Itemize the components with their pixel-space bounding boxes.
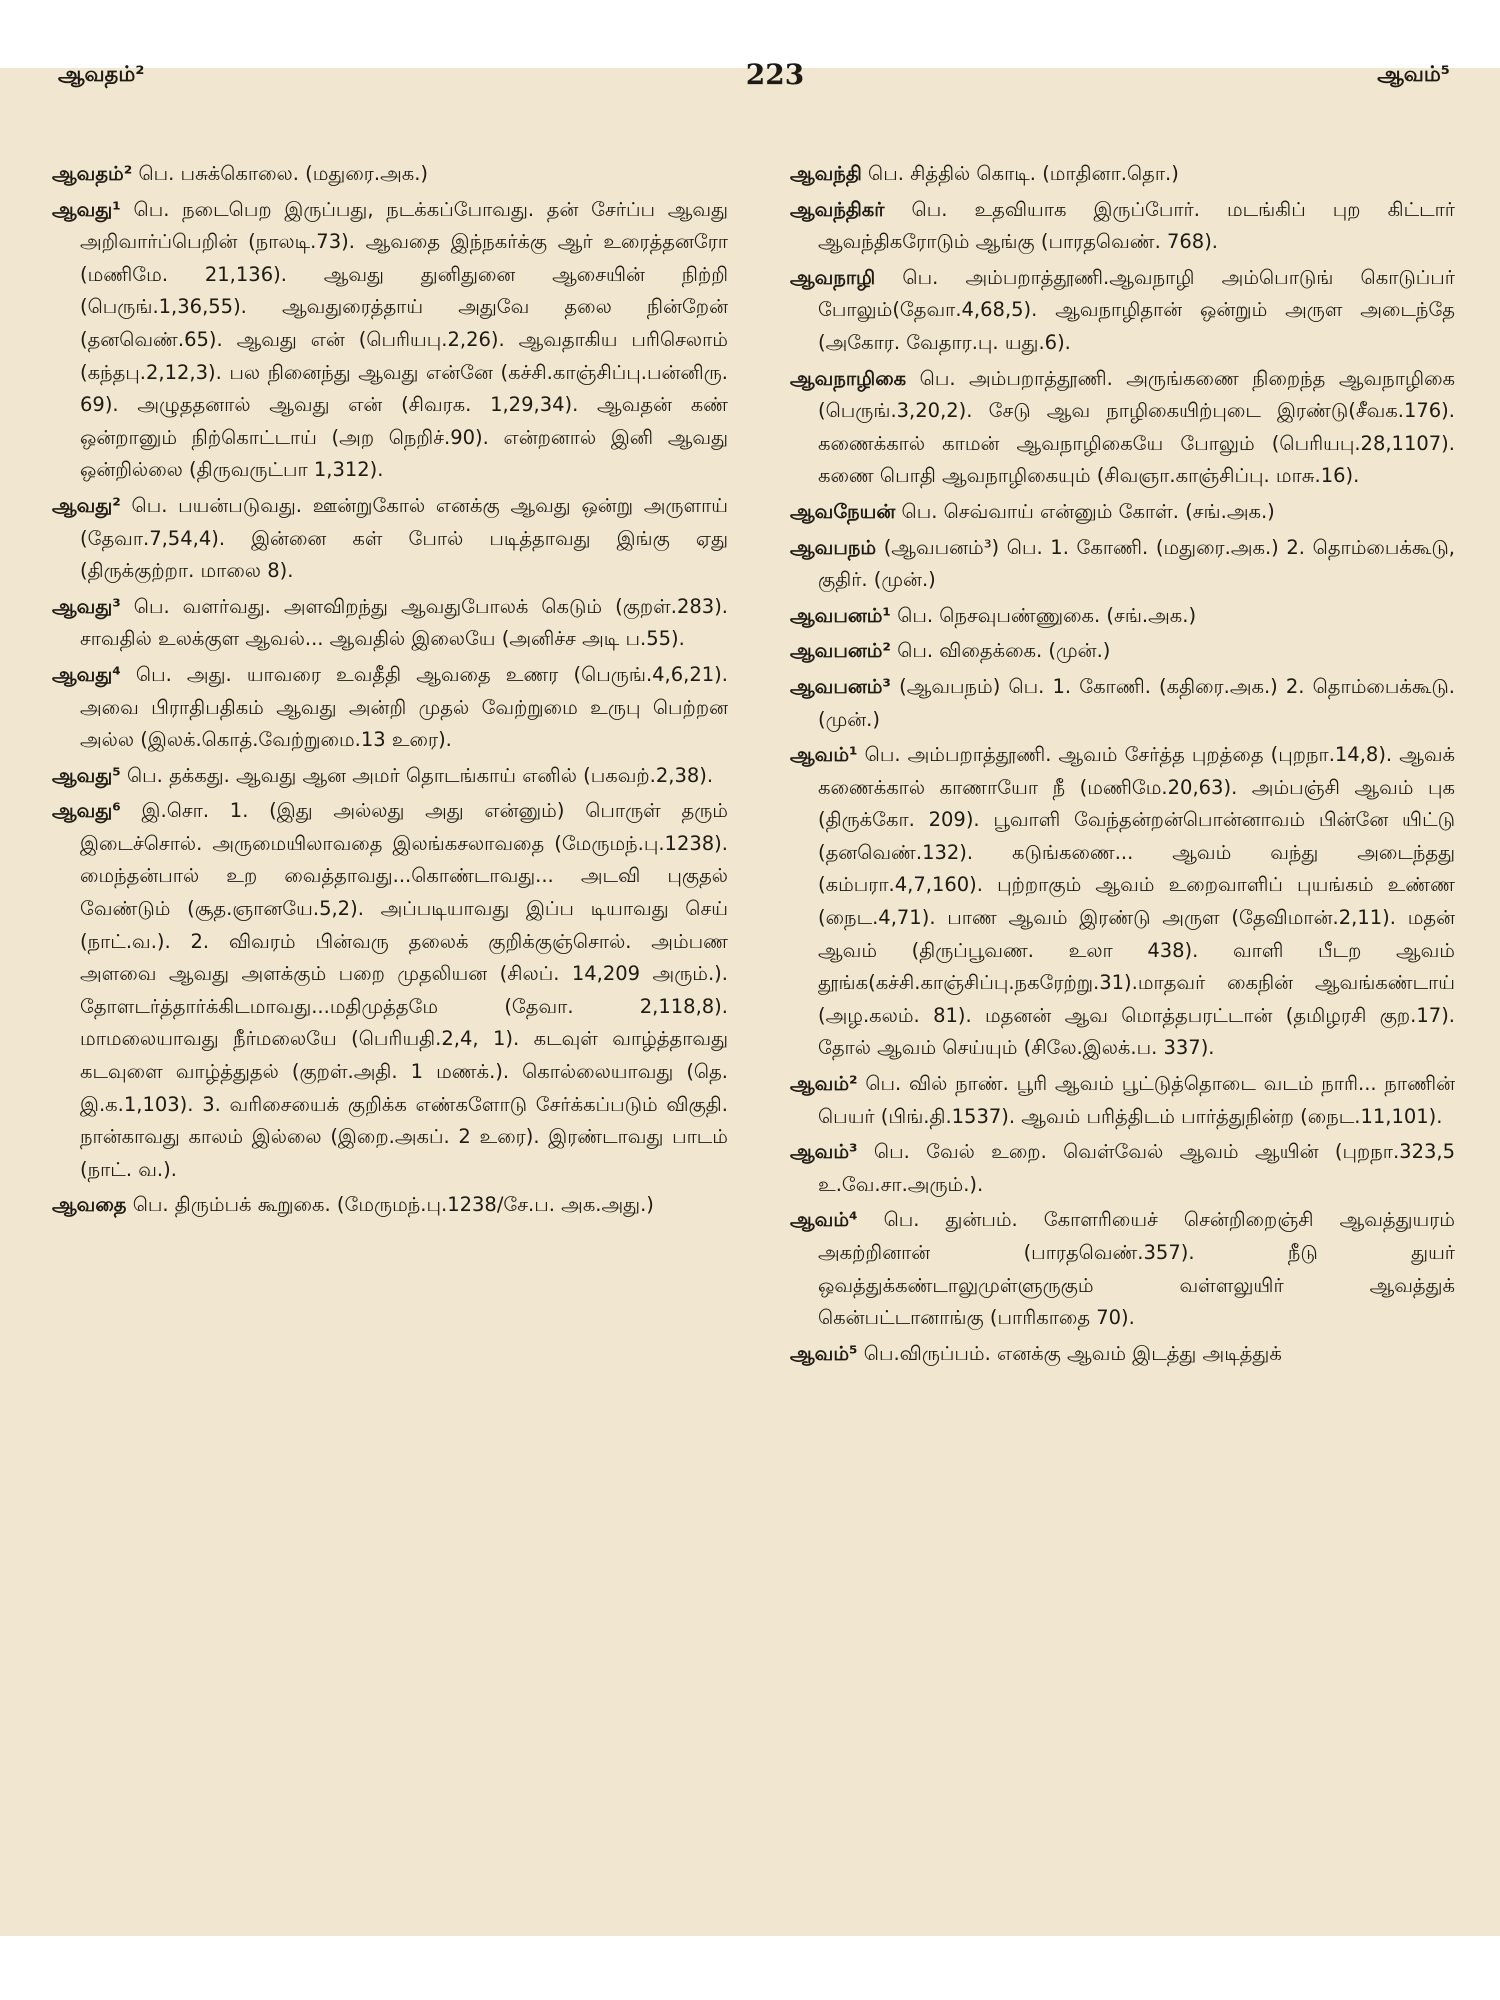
entry-headword: ஆவம்¹: [790, 743, 858, 767]
entry-headword: ஆவது²: [52, 493, 121, 517]
entry-definition: பெ. பசுக்கொலை. (மதுரை.அக.): [138, 162, 429, 185]
left-column: [52, 158, 728, 1818]
running-header-left: ஆவதம்²: [58, 62, 145, 86]
dictionary-entry: [52, 591, 728, 656]
dictionary-entry: [790, 1204, 1455, 1334]
entry-headword: ஆவது⁴: [52, 662, 121, 686]
entry-definition: பெ. வேல் உறை. வெள்வேல் ஆவம் ஆயின் (புறநா.323,5 உ.வே.சா.அரும்.).: [818, 1140, 1455, 1196]
dictionary-entry: [52, 659, 728, 757]
entry-definition: பெ. விதைக்கை. (முன்.): [897, 639, 1111, 663]
right-column: [790, 158, 1455, 1818]
dictionary-entry: [790, 635, 1455, 668]
entry-headword: ஆவபனம்²: [790, 639, 891, 663]
entry-definition: (ஆவபநம்) பெ. 1. கோணி. (கதிரை.அக.) 2. தொம்பைக்கூடு. (முன்.): [818, 674, 1455, 731]
entry-headword: ஆவநேயன்: [790, 499, 896, 523]
entry-headword: ஆவது⁶: [52, 799, 121, 823]
entry-headword: ஆவபநம்: [790, 535, 877, 559]
dictionary-entry: [790, 1136, 1455, 1201]
entry-headword: ஆவபனம்¹: [790, 603, 891, 627]
running-header-right: ஆவம்⁵: [1377, 62, 1450, 86]
dictionary-entry: [790, 194, 1455, 259]
entry-headword: ஆவபனம்³: [790, 674, 891, 698]
dictionary-entry: [790, 671, 1455, 736]
dictionary-entry: [790, 262, 1455, 360]
entry-headword: ஆவம்⁴: [790, 1208, 858, 1232]
entry-definition: பெ. உதவியாக இருப்போர். மடங்கிப் புற கிட்டார் ஆவந்திகரோடும் ஆங்கு (பாரதவெண். 768).: [818, 197, 1455, 254]
entry-definition: பெ. அம்பறாத்தூணி. அருங்கணை நிறைந்த ஆவநாழிகை (பெருங்.3,20,2). சேடு ஆவ நாழிகையிற்புடை இரண்டு(சீவக.176). கணைக்கால் காமன் ஆவநாழிகையே போலும் (பெரியபு.28,1107). கணை பொதி ஆவநாழிகையும் (சிவஞா.காஞ்சிப்பு. மாசு.16).: [818, 366, 1455, 488]
entry-headword: ஆவநாழிகை: [790, 366, 907, 390]
entry-headword: ஆவதம்²: [52, 162, 133, 185]
entry-definition: பெ. நடைபெற இருப்பது, நடக்கப்போவது. தன் சேர்ப்ப ஆவது அறிவார்ப்பெறின் (நாலடி.73). ஆவதை இந்நகர்க்கு ஆர் உரைத்தனரோ (மணிமே. 21,136). ஆவது துனிதுனை ஆசையின் நிற்றி (பெருங்.1,36,55). ஆவதுரைத்தாய் அதுவே தலை நின்றேன் (தனவெண்.65). ஆவது என் (பெரியபு.2,26). ஆவதாகிய பரிசெலாம் (கந்தபு.2,12,3). பல நினைந்து ஆவது என்னே (கச்சி.காஞ்சிப்பு.பன்னிரு. 69). அழுததனால் ஆவது என் (சிவரக. 1,29,34). ஆவதன் கண் ஒன்றானும் நிற்கொட்டாய் (அற நெறிச்.90). என்றனால் இனி ஆவது ஒன்றில்லை (திருவருட்பா 1,312).: [80, 197, 728, 482]
entry-definition: பெ. அம்பறாத்தூணி. ஆவம் சேர்த்த புறத்தை (புறநா.14,8). ஆவக் கணைக்கால் காணாயோ நீ (மணிமே.20,63). அம்பஞ்சி ஆவம் புக (திருக்கோ. 209). பூவாளி வேந்தன்றன்பொன்னாவம் பின்னே யிட்டு (தனவெண்.132). கடுங்கணை... ஆவம் வந்து அடைந்தது (கம்பரா.4,7,160). புற்றாகும் ஆவம் உறைவாளிப் புயங்கம் உண்ண (நைட.4,71). பாண ஆவம் இரண்டு அருள (தேவிமான்.2,11). மதன் ஆவம் (திருப்பூவண. உலா 438). வாளி பீடற ஆவம் தூங்க(கச்சி.காஞ்சிப்பு.நகரேற்று.31).மாதவர் கைநின் ஆவங்கண்டாய் (அழ.கலம். 81). மதனன் ஆவ மொத்தபரட்டான் (தமிழரசி குற.17). தோல் ஆவம் செய்யும் (சிலே.இலக்.ப. 337).: [818, 743, 1455, 1060]
entry-definition: பெ. செவ்வாய் என்னும் கோள். (சங்.அக.): [901, 499, 1275, 523]
entry-definition: இ.சொ. 1. (இது அல்லது அது என்னும்) பொருள் தரும் இடைச்சொல். அருமையிலாவதை இலங்கசலாவதை (மேருமந்.பு.1238). மைந்தன்பால் உற வைத்தாவது...கொண்டாவது... அடவி புகுதல் வேண்டும் (சூத.ஞானயே.5,2). அப்படியாவது இப்ப டியாவது செய் (நாட்.வ.). 2. விவரம் பின்வரு தலைக் குறிக்குஞ்சொல். அம்பண அளவை ஆவது அளக்கும் பறை முதலியன (சிலப். 14,209 அரும்.). தோளடர்த்தார்க்கிடமாவது...மதிமுத்தமே (தேவா. 2,118,8). மாமலையாவது நீர்மலையே (பெரியதி.2,4, 1). கடவுள் வாழ்த்தாவது கடவுளை வாழ்த்துதல் (குறள்.அதி. 1 மணக்.). கொல்லையாவது (தெ. இ.க.1,103). 3. வரிசையைக் குறிக்க எண்களோடு சேர்க்கப்படும் விகுதி. நான்காவது காலம் இல்லை (இறை.அகப். 2 உரை). இரண்டாவது பாடம் (நாட். வ.).: [80, 799, 728, 1181]
dictionary-entry: [790, 363, 1455, 493]
entry-headword: ஆவந்தி: [790, 162, 862, 185]
dictionary-entry: [52, 760, 728, 793]
entry-definition: (ஆவபனம்³) பெ. 1. கோணி. (மதுரை.அக.) 2. தொம்பைக்கூடு, குதிர். (முன்.): [818, 535, 1455, 592]
entry-definition: பெ. பயன்படுவது. ஊன்றுகோல் எனக்கு ஆவது ஒன்று அருளாய் (தேவா.7,54,4). இன்னை கள் போல் படித்தாவது இங்கு ஏது (திருக்குற்றா. மாலை 8).: [80, 493, 728, 583]
entry-headword: ஆவநாழி: [790, 265, 876, 289]
dictionary-entry: [52, 490, 728, 588]
entry-definition: பெ. வளர்வது. அளவிறந்து ஆவதுபோலக் கெடும் (குறள்.283). சாவதில் உலக்குள ஆவல்... ஆவதில் இலையே (அனிச்ச அடி ப.55).: [80, 594, 728, 651]
entry-headword: ஆவம்³: [790, 1140, 858, 1164]
entry-headword: ஆவந்திகர்: [790, 197, 885, 221]
dictionary-entry: [52, 1189, 728, 1222]
entry-definition: பெ. வில் நாண். பூரி ஆவம் பூட்டுத்தொடை வடம் நாரி... நாணின் பெயர் (பிங்.தி.1537). ஆவம் பரித்திடம் பார்த்துநின்ற (நைட.11,101).: [818, 1072, 1455, 1128]
entry-headword: ஆவம்²: [790, 1072, 858, 1096]
entry-headword: ஆவது⁵: [52, 763, 121, 787]
entry-headword: ஆவது¹: [52, 197, 121, 221]
entry-headword: ஆவது³: [52, 594, 121, 618]
dictionary-entry: [52, 158, 728, 191]
dictionary-entry: [52, 194, 728, 487]
entry-headword: ஆவதை: [52, 1193, 127, 1217]
entry-definition: பெ. அம்பறாத்தூணி.ஆவநாழி அம்பொடுங் கொடுப்பர் போலும்(தேவா.4,68,5). ஆவநாழிதான் ஒன்றும் அருள அடைந்தே (அகோர. வேதார.பு. யது.6).: [818, 265, 1455, 354]
dictionary-entry: [790, 1068, 1455, 1133]
entry-definition: பெ. சித்தில் கொடி. (மாதினா.தொ.): [868, 162, 1179, 185]
dictionary-entry: [790, 600, 1455, 633]
dictionary-entry: [52, 795, 728, 1186]
dictionary-entry: [790, 532, 1455, 597]
entry-headword: ஆவம்⁵: [790, 1341, 858, 1365]
dictionary-entry: [790, 158, 1455, 191]
dictionary-entry: [790, 496, 1455, 529]
page-number: 223: [745, 58, 805, 91]
entry-definition: பெ. துன்பம். கோளரியைச் சென்றிறைஞ்சி ஆவத்துயரம் அகற்றினான் (பாரதவெண்.357). நீடு துயர் ஒவத்துக்கண்டாலுமுள்ளுருகும் வள்ளலுயிர் ஆவத்துக் கென்பட்டானாங்கு (பாரிகாதை 70).: [818, 1208, 1455, 1330]
dictionary-entry: [790, 739, 1455, 1065]
entry-definition: பெ. திரும்பக் கூறுகை. (மேருமந்.பு.1238/சே.ப. அக.அது.): [132, 1193, 654, 1217]
entry-definition: பெ. தக்கது. ஆவது ஆன அமர் தொடங்காய் எனில் (பகவற்.2,38).: [126, 763, 714, 787]
entry-definition: பெ. அது. யாவரை உவதீதி ஆவதை உணர (பெருங்.4,6,21). அவை பிராதிபதிகம் ஆவது அன்றி முதல் வேற்றுமை உருபு பெற்றன அல்ல (இலக்.கொத்.வேற்றுமை.13 உரை).: [80, 662, 728, 752]
dictionary-entry: [790, 1338, 1455, 1371]
entry-definition: பெ. நெசவுபண்ணுகை. (சங்.அக.): [897, 603, 1197, 627]
entry-definition: பெ.விருப்பம். எனக்கு ஆவம் இடத்து அடித்துக்: [863, 1341, 1282, 1365]
